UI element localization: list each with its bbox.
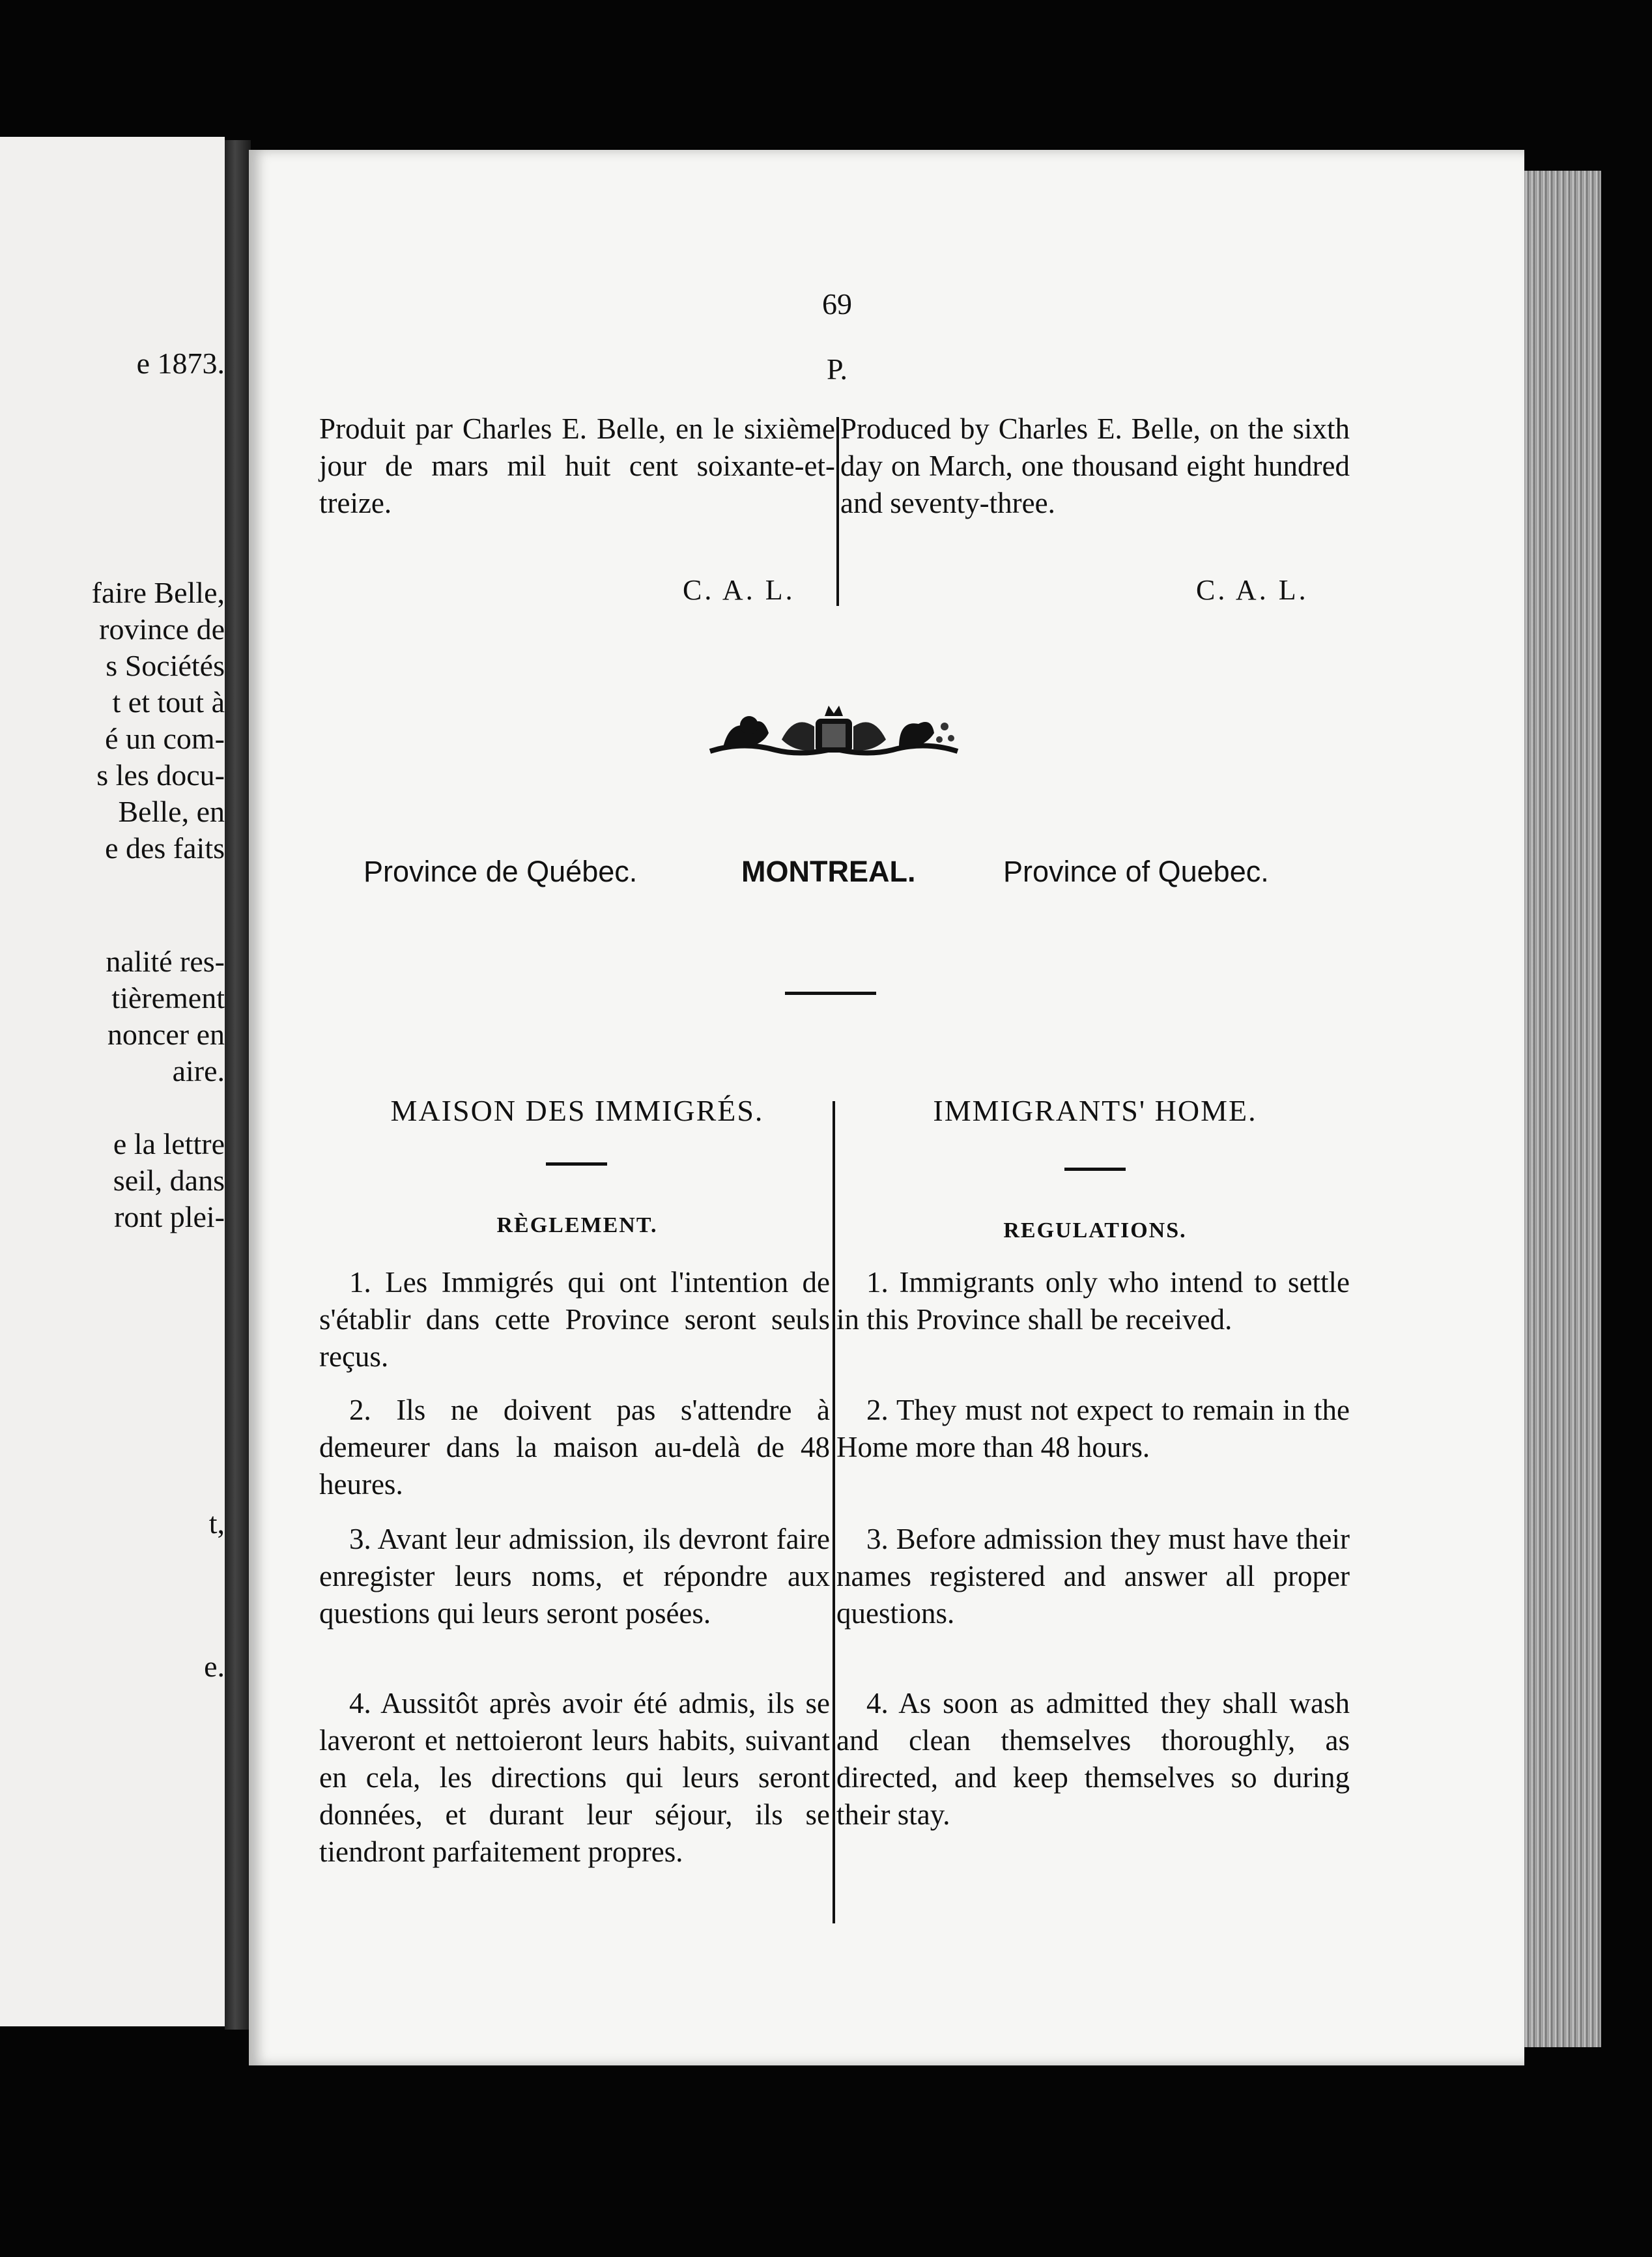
french-title-rule [546, 1162, 607, 1166]
french-rule-3: 3. Avant leur admission, ils devront faire enregister leurs noms, et répondre aux questions qui leurs seront posées. [319, 1523, 830, 1630]
left-page-line: noncer en [107, 1018, 225, 1051]
left-page-line: s les docu- [96, 758, 225, 792]
left-page-line: é un com- [105, 722, 225, 755]
french-subtitle: RÈGLEMENT. [496, 1213, 658, 1237]
french-title: MAISON DES IMMIGRÉS. [390, 1094, 764, 1127]
location-city: MONTREAL. [741, 855, 916, 888]
left-page-line: rovince de [99, 612, 225, 646]
left-page-line: faire Belle, [91, 576, 225, 609]
royal-coat-of-arms-icon [704, 700, 964, 766]
separator-rule [785, 992, 876, 995]
signature-english: C. A. L. [1196, 574, 1309, 606]
left-page-line: t, [208, 1506, 225, 1540]
section-letter: P. [827, 352, 847, 386]
left-page-line: e des faits [105, 831, 225, 865]
english-rule-2: 2. They must not expect to remain in the Home more than 48 hours. [836, 1394, 1350, 1463]
left-page-line: s Sociétés [106, 649, 225, 682]
book-gutter [225, 140, 251, 2030]
production-notice-english: Produced by Charles E. Belle, on the sixth day on March, one thousand eight hundred and seventy-three. [840, 412, 1350, 519]
english-rule-1: 1. Immigrants only who intend to settle in this Province shall be received. [836, 1266, 1350, 1336]
signature-french: C. A. L. [683, 574, 795, 606]
left-page-line: e. [204, 1650, 225, 1683]
french-rule-4: 4. Aussitôt après avoir été admis, ils se laveront et nettoieront leurs habits, suivant en cela, les directions qui leurs seront données, et durant leur séjour, ils se tiendront parfaitement propres. [319, 1687, 830, 1868]
english-title: IMMIGRANTS' HOME. [933, 1094, 1257, 1127]
left-page-line: ront plei- [114, 1200, 225, 1233]
page-edges [1524, 171, 1601, 2047]
column-divider [833, 1101, 835, 1923]
english-rule-3: 3. Before admission they must have their names registered and answer all proper questions. [836, 1523, 1350, 1630]
english-rule-4: 4. As soon as admitted they shall wash and clean themselves thoroughly, as directed, and keep themselves so during their stay. [836, 1687, 1350, 1831]
left-page-line: seil, dans [113, 1164, 225, 1197]
page-number: 69 [822, 287, 852, 321]
french-rule-2: 2. Ils ne doivent pas s'attendre à demeurer dans la maison au-delà de 48 heures. [319, 1394, 830, 1501]
left-page-line: aire. [172, 1054, 225, 1087]
english-title-rule [1064, 1168, 1126, 1171]
production-notice-french: Produit par Charles E. Belle, en le sixième jour de mars mil huit cent soixante-et-treize. [319, 412, 835, 519]
location-english: Province of Quebec. [1003, 855, 1269, 888]
column-divider [836, 417, 839, 606]
left-page-line: tièrement [111, 981, 225, 1014]
english-subtitle: REGULATIONS. [1003, 1218, 1187, 1243]
french-rule-1: 1. Les Immigrés qui ont l'intention de s'établir dans cette Province seront seuls reçus. [319, 1266, 830, 1373]
left-facing-page [0, 137, 225, 2026]
left-page-line: Belle, en [118, 795, 225, 828]
location-french: Province de Québec. [363, 855, 638, 888]
left-page-line: e 1873. [136, 347, 225, 380]
left-page-line: nalité res- [106, 945, 225, 978]
left-page-line: e la lettre [113, 1127, 225, 1160]
left-page-line: t et tout à [112, 685, 225, 719]
